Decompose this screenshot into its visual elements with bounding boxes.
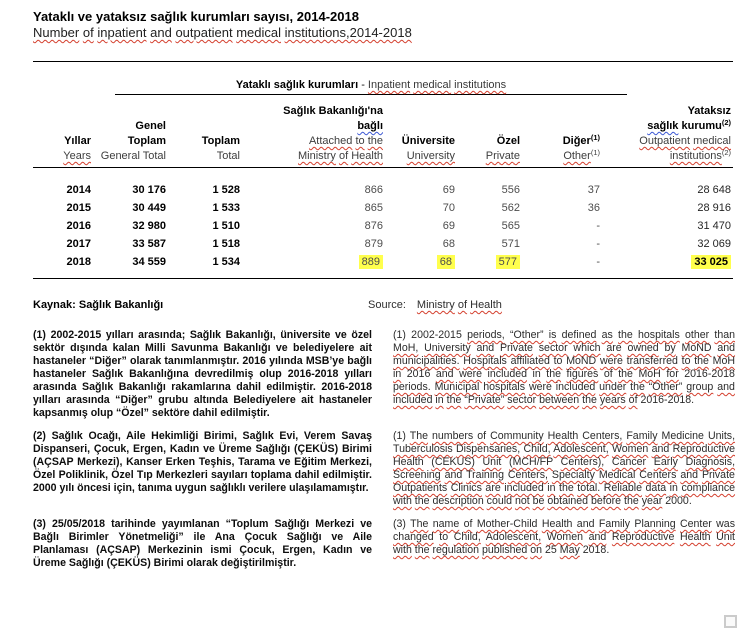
col-header-other: Diğer$^{(1)}$ Other$^{(1)}$	[522, 104, 602, 168]
table-top-rule	[33, 61, 733, 62]
footnote-2-turkish: (2) Sağlık Ocağı, Aile Hekimliği Birimi, Sağlık Evi, Verem Savaş Dispanseri, Çocuk, Ergen, Kadın ve Üreme Sağlığı (ÇEKÜS) Birimi (AÇSAP Merkezi), Kanser Erken Teşhis, Tarama ve Eğitim Merkezi, Özel Poliklinik, Özel Tıp Merkezleri sayıları toplama dahil edilmiştir. 2000 yılı öncesi için, tanıma uygun sağlıklı verilere ulaşılamamıştır.	[33, 430, 372, 494]
resize-handle[interactable]	[724, 615, 737, 628]
footnote-2-english: (1) The numbers of Community Health Centers, Family Medicine Units, Tuberculosis Dispensaries, Child, Adolescent, Women and Reproductive Health (CEKUS) Unit (MCH/FP Centers), Cancer Early Diagnosis, Screening and Training Centers, Specialty Medical Centers and Private Outpatients Clinics are included in the total. Reliable data in compliance with the description could not be obtained before the year 2000.	[393, 430, 736, 507]
source-turkish: Kaynak: Sağlık Bakanlığı	[33, 299, 164, 311]
source-label: Source:	[368, 299, 406, 311]
col-header-university: Üniversite University	[385, 104, 457, 168]
col-header-outpatient: Yataksız sağlık kurumu$^{(2)}$ Outpatient medical institutions$^{(2)}$	[602, 104, 733, 168]
source-value: Ministry of Health	[416, 299, 502, 311]
statistics-table	[33, 61, 733, 279]
table-row-2018: 2018 34 559 1 534 889 68 577 - 33 025	[33, 253, 733, 279]
highlighted-value: 889	[359, 255, 383, 269]
span-header-separator: -	[358, 79, 368, 91]
footnote-3-turkish: (3) 25/05/2018 tarihinde yayımlanan “Toplum Sağlığı Merkezi ve Bağlı Birimler Yönetmeliği” ile Ana Çocuk Sağlığı ve Aile Planlaması (AÇSAP) Merkezinin ismi Çocuk, Ergen, Kadın ve Üreme Sağlığı (ÇEKÜS) Birimi olarak değiştirilmiştir.	[33, 518, 372, 569]
table-row-2014: 2014 30 176 1 528 866 69 556 37 28 648	[66, 184, 731, 196]
table-row-2017: 2017 33 587 1 518 879 68 571 - 32 069	[66, 238, 731, 250]
page-title: Yataklı ve yataksız sağlık kurumları sayısı, 2014-2018	[33, 9, 359, 24]
source-row	[33, 299, 733, 312]
footnote-1-english: (1) 2002-2015 periods, “Other” is defined as the hospitals other than MoH, University and Private sector which are owned by MoND and municipalities. Hospitals affiliated to MoND were transferred to the MoH in 2016 and were included in the figures of the MoH for 2016-2018 periods. Municipal hospitals were included under the “Other” group and included in the “Private” sector between the years of 2016-2018.	[393, 329, 736, 406]
footnote-3-english: (3) The name of Mother-Child Health and Family Planning Center was changed to Child, Adolescent, Women and Reproductive Health Unit with the regulation published on 25 May 2018.	[393, 518, 735, 556]
col-header-private: Özel Private	[457, 104, 522, 168]
table-row-2016: 2016 32 980 1 510 876 69 565 - 31 470	[66, 220, 731, 232]
col-header-years: Yıllar Years	[33, 104, 93, 168]
page-subtitle: Number of inpatient and outpatient medical institutions,2014-2018	[33, 25, 412, 40]
col-header-total: Toplam Total	[168, 104, 242, 168]
header-row	[33, 104, 733, 168]
footnotes	[33, 329, 735, 570]
source-english	[368, 299, 502, 312]
title-block	[33, 9, 412, 41]
table-row-2015: 2015 30 449 1 533 865 70 562 36 28 916	[66, 202, 731, 214]
col-header-general-total: Genel Toplam General Total	[93, 104, 168, 168]
highlighted-value: 68	[437, 255, 455, 269]
inpatient-span-header	[115, 79, 627, 95]
data-table	[33, 104, 733, 279]
span-header-english: Inpatient medical institutions	[367, 79, 507, 91]
highlighted-value: 33 025	[691, 255, 731, 269]
span-header-turkish: Yataklı sağlık kurumları	[235, 79, 359, 91]
highlighted-value: 577	[496, 255, 520, 269]
col-header-moh: Sağlık Bakanlığı'na bağlı Attached to the Ministry of Health	[242, 104, 385, 168]
footnote-1-turkish: (1) 2002-2015 yılları arasında; Sağlık Bakanlığı, üniversite ve özel sektör dışında kalan Milli Savunma Bakanlığı ve belediyelere ait hastaneler “Diğer” olarak tanımlanmıştır. 2016 yılında MSB’ye bağlı hastaneler Sağlık Bakanlığına devredilmiş olup 2016-2018 yılları arasında Sağlık Bakanlığı rakamlarına dahil edilmiştir. 2016-2018 yılları arasında “Diğer” grubu altında Belediyelere ait hastaneler kapsanmış olup “Özel” sektöre dahil edilmiştir.	[33, 329, 372, 419]
